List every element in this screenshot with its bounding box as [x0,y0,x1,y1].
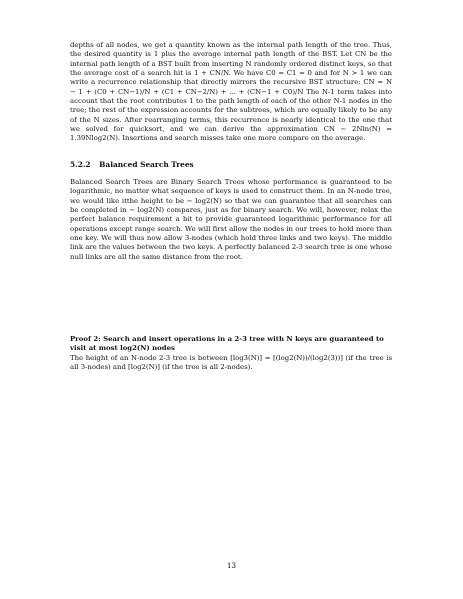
section-heading [70,160,392,170]
paragraph-2-3-tree-height: The height of an N-node 2-3 tree is between [log3(N)] = [(log2(N))/(log2(3))] (if the tree is all 3-nodes) and [log2(N)] (if the tree is all 2-nodes). [70,354,392,372]
proof-title: Proof 2: Search and insert operations in a 2-3 tree with N keys are guaranteed to visit at most log2(N) nodes [70,335,384,353]
section-number: 5.2.2 [70,160,91,169]
page-number: 13 [227,562,236,570]
section-title: Balanced Search Trees [99,160,194,169]
paragraph-internal-path-length: depths of all nodes, we get a quantity known as the internal path length of the tree. Thus, the desired quantity is 1 plus the average internal path length of the BST. Let CN be the internal path length of a BST built from inserting N randomly ordered distinct keys, so that the average cost of a search hit is 1 + CN/N. We have C0 = C1 = 0 and for N > 1 we can write a recurrence relationship that directly mirrors the recursive BST structure: CN = N − 1 + (C0 + CN−1)/N + (C1 + CN−2/N) + ... + (CN−1 + C0)/N The N-1 term takes into account that the root contributes 1 to the path length of each of the other N-1 nodes in the tree; the rest of the expression accounts for the subtrees, which are equally likely to be any of the N sizes. After rearranging terms, this recurrence is nearly identical to the one that we solved for quicksort, and we can derive the approximation CN ∼ 2Nln(N) = 1.39Nlog2(N). Insertions and search misses take one more compare on the average. [70,41,392,143]
paragraph-balanced-search-trees: Balanced Search Trees are Binary Search Trees whose performance is guaranteed to be logarithmic, no matter what sequence of keys is used to construct them. In an N-node tree, we would like itthe height to be ∼ log2(N) so that we can guarantee that all searches can be completed in ∼ log2(N) compares, just as for binary search. We will, however, relax the perfect balance requirement a bit to provide guaranteed logarithmic performance for all operations except range search. We will first allow the nodes in our trees to hold more than one key. We will thus now allow 3-nodes (which hold three links and two keys). The middle link are the values between the two keys. A perfectly balanced 2-3 search tree is one whose null links are all the same distance from the root. [70,178,392,261]
